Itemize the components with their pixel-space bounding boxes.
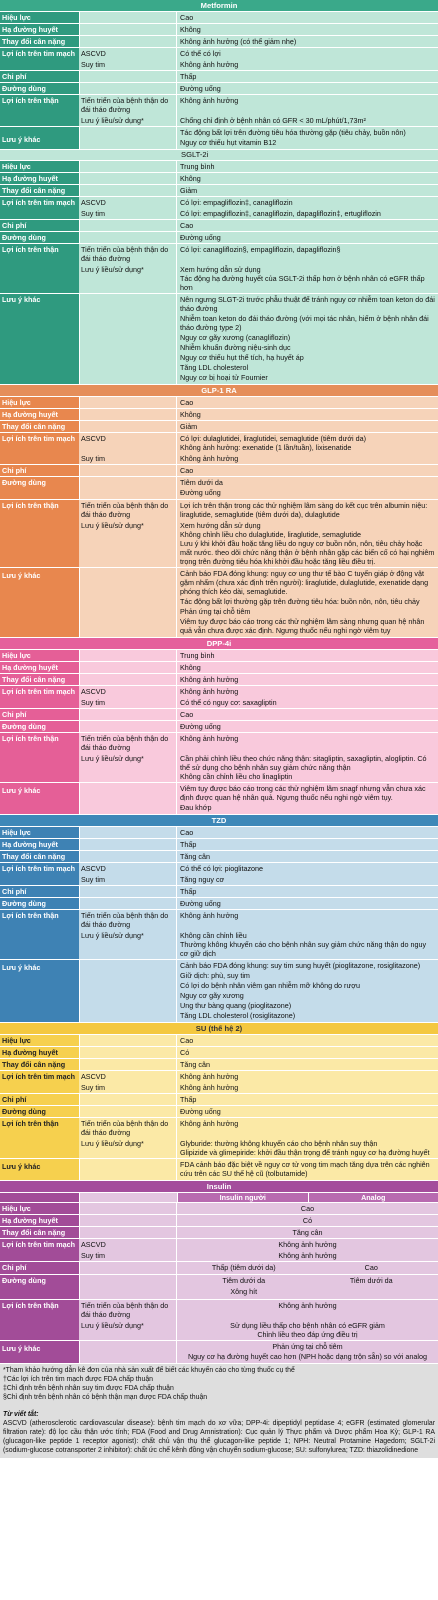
sub-label: Suy tim <box>79 208 176 219</box>
route-analog: Tiêm dưới da <box>349 1276 393 1285</box>
row-label: Chi phí <box>0 886 79 897</box>
row-value: Tiêm dưới da <box>180 478 223 487</box>
row-value: Có <box>176 1215 438 1226</box>
sub-label: Tiến triển của bệnh thận do đái tháo đường <box>79 244 176 264</box>
row-value: Cao <box>176 709 438 720</box>
sub-value: Không ảnh hưởng <box>176 910 438 930</box>
row-label: Hiệu lực <box>0 650 79 661</box>
row-value: Đường uống <box>176 1106 438 1117</box>
row-value: Giảm <box>176 421 438 432</box>
sub-label: Tiến triển của bệnh thận do đái tháo đường <box>79 733 176 753</box>
sub-value: Tác động hạ đường huyết của SGLT-2i thấp hơn ở bệnh nhân có eGFR thấp hơn <box>180 274 425 292</box>
sub-label: Suy tim <box>79 1250 176 1261</box>
sub-value: Không ảnh hưởng <box>176 453 438 464</box>
row-label: Lợi ích trên tim mạch <box>0 48 79 70</box>
footnote: *Tham khảo hướng dẫn kê đơn của nhà sản xuất để biết các khuyến cáo cho từng thuốc cụ thể <box>3 1367 295 1374</box>
sub-label: ASCVD <box>79 48 176 59</box>
sub-value: Không ảnh hưởng <box>176 1082 438 1093</box>
row-value: Đường uống <box>176 721 438 732</box>
row-efficacy <box>0 650 438 662</box>
sub-label: Tiến triển của bệnh thận do đái tháo đường <box>79 95 176 115</box>
section-title: Insulin <box>0 1181 438 1193</box>
row-label: Chi phí <box>0 71 79 82</box>
note-item: Nguy cơ bị hoại tử Fournier <box>180 373 268 382</box>
row-route <box>0 232 438 244</box>
row-label: Hạ đường huyết <box>0 173 79 184</box>
row-label: Lợi ích trên tim mạch <box>0 1071 79 1093</box>
row-hypoglycemia <box>0 839 438 851</box>
section-insulin <box>0 1181 438 1364</box>
cost-human: Thấp (tiêm dưới da) <box>211 1263 276 1272</box>
sub-value: Không ảnh hưởng <box>176 59 438 70</box>
note-item: Tác động bất lợi thường gặp trên đường tiêu hóa: buồn nôn, nôn, tiêu chảy <box>180 597 420 606</box>
row-cost <box>0 220 438 232</box>
row-renal <box>0 733 438 783</box>
col-insulin-human: Insulin người <box>177 1193 308 1202</box>
sub-value: Lợi ích trên thận trong các thử nghiệm lâm sàng do kết cục trên albumin niệu: liraglutide, semaglutide (tiêm dưới da), dulaglutide <box>176 500 438 520</box>
subsection-title: SGLT-2i <box>0 150 438 161</box>
footnotes <box>0 1364 438 1458</box>
sub-value: Xem hướng dẫn sử dụng <box>180 265 261 274</box>
row-cost <box>0 1262 438 1275</box>
row-weight <box>0 36 438 48</box>
row-efficacy <box>0 1035 438 1047</box>
footnote: §Chỉ định trên bệnh nhân có bệnh thận mạn được FDA chấp thuận <box>3 1393 208 1401</box>
sub-value: Không ảnh hưởng <box>176 1300 438 1320</box>
sub-label: Lưu ý liều/sử dụng* <box>79 520 176 567</box>
row-cost <box>0 465 438 477</box>
sub-label: Lưu ý liều/sử dụng* <box>79 1138 176 1158</box>
row-cost <box>0 1094 438 1106</box>
row-route <box>0 1275 438 1300</box>
route-human: Tiêm dưới da <box>222 1276 266 1285</box>
cost-analog: Cao <box>364 1263 378 1272</box>
section-title: GLP-1 RA <box>0 385 438 397</box>
sub-value: Có lợi: canagliflozin§, empagliflozin, dapagliflozin§ <box>176 244 438 264</box>
sub-value: Không ảnh hưởng: exenatide (1 lần/tuần), lixisenatide <box>180 443 352 452</box>
sub-value: Không ảnh hưởng <box>176 1239 438 1250</box>
row-value: Cao <box>176 397 438 408</box>
row-value: Không <box>176 409 438 420</box>
row-label: Lưu ý khác <box>0 960 79 1022</box>
section-tzd <box>0 815 438 1023</box>
note-item: Viêm tụy được báo cáo trong các thử nghiệm lâm sàng nhưng quan hệ nhân quả vẫn chưa được xác định. Ngưng thuốc nếu nghi ngờ viêm tụy <box>180 617 425 635</box>
row-renal <box>0 500 438 568</box>
note-item: Phản ứng tại chỗ tiêm <box>180 607 251 616</box>
section-dpp4 <box>0 638 438 815</box>
row-label: Thay đổi cân nặng <box>0 421 79 432</box>
row-cost <box>0 71 438 83</box>
row-value: Không <box>176 24 438 35</box>
insulin-column-header <box>0 1193 438 1203</box>
row-label: Đường dùng <box>0 232 79 243</box>
row-label: Chi phí <box>0 1094 79 1105</box>
row-route <box>0 1106 438 1118</box>
row-other <box>0 568 438 638</box>
sub-label: Suy tim <box>79 59 176 70</box>
row-label: Lợi ích trên tim mạch <box>0 197 79 219</box>
note-item: Cảnh báo FDA đóng khung: suy tim sung huyết (pioglitazone, rosiglitazone) <box>180 961 421 970</box>
row-label: Thay đổi cân nặng <box>0 1227 79 1238</box>
row-label: Thay đổi cân nặng <box>0 185 79 196</box>
row-route <box>0 83 438 95</box>
note-item: Có lợi do bệnh nhân viêm gan nhiễm mỡ không do rượu <box>180 981 360 990</box>
row-label: Chi phí <box>0 465 79 476</box>
row-efficacy <box>0 12 438 24</box>
note-item: Nguy cơ thiếu hụt vitamin B12 <box>180 138 277 147</box>
row-cardio <box>0 863 438 886</box>
row-label: Chi phí <box>0 709 79 720</box>
sub-value: Không ảnh hưởng <box>176 1250 438 1261</box>
row-label: Lợi ích trên thận <box>0 244 79 293</box>
row-value: Giảm <box>176 185 438 196</box>
sub-value: Không cần chỉnh liều cho linagliptin <box>180 772 293 781</box>
sub-label: Tiến triển của bệnh thận do đái tháo đường <box>79 1300 176 1320</box>
row-label: Hạ đường huyết <box>0 24 79 35</box>
sub-value: Lưu ý khi khởi đầu hoặc tăng liều do nguy cơ buồn nôn, nôn, tiêu chảy hoặc mất nước. theo dõi chức năng thận ở bệnh nhân gặp các biến cố có hại nghiêm trọng trên đường tiêu hóa khi khởi đầu hoặc tăng liều điều trị. <box>180 539 435 566</box>
row-label: Lợi ích trên thận <box>0 95 79 126</box>
row-weight <box>0 1227 438 1239</box>
row-label: Hiệu lực <box>0 161 79 172</box>
row-value: Không <box>176 173 438 184</box>
row-label: Lưu ý khác <box>0 127 79 149</box>
abbreviations <box>3 1411 435 1456</box>
row-label: Thay đổi cân nặng <box>0 674 79 685</box>
row-route <box>0 477 438 500</box>
row-renal <box>0 95 438 127</box>
row-other <box>0 127 438 150</box>
sub-label: Tiến triển của bệnh thận do đái tháo đường <box>79 500 176 520</box>
note-item: Nguy cơ thiếu hụt thể tích, hạ huyết áp <box>180 353 304 362</box>
row-label: Đường dùng <box>0 1275 79 1299</box>
row-hypoglycemia <box>0 1215 438 1227</box>
row-label: Lưu ý khác <box>0 783 79 814</box>
abbreviations-title: Từ viết tắt: <box>3 1410 39 1418</box>
sub-value: Cần phải chỉnh liều theo chức năng thận: sitagliptin, saxagliptin, alogliptin. Có thể sử dụng cho bệnh nhân suy giảm chức năng thận <box>180 754 427 772</box>
sub-label: ASCVD <box>79 1071 176 1082</box>
row-hypoglycemia <box>0 662 438 674</box>
row-route <box>0 898 438 910</box>
sub-value: Không cần chỉnh liều <box>180 931 247 940</box>
row-value: Thấp <box>176 71 438 82</box>
note-item: FDA cảnh báo đặc biệt về nguy cơ tử vong tim mạch tăng dựa trên các nghiên cứu trên các SU thế hệ cũ (tolbutamide) <box>180 1160 430 1178</box>
sub-label: Lưu ý liều/sử dụng* <box>79 264 176 293</box>
row-value: Thấp <box>176 886 438 897</box>
row-cardio <box>0 686 438 709</box>
row-cardio <box>0 1071 438 1094</box>
row-cardio <box>0 433 438 465</box>
row-renal <box>0 910 438 960</box>
row-value: Thấp <box>176 839 438 850</box>
section-title: TZD <box>0 815 438 827</box>
row-label: Hạ đường huyết <box>0 839 79 850</box>
sub-label: Suy tim <box>79 697 176 708</box>
row-value: Có <box>176 1047 438 1058</box>
sub-value: Chỉnh liều theo đáp ứng điều trị <box>257 1330 358 1339</box>
sub-label: Suy tim <box>79 453 176 464</box>
note-item: Nguy cơ gãy xương (canagliflozin) <box>180 333 291 342</box>
row-label: Hiệu lực <box>0 397 79 408</box>
section-title: SU (thế hệ 2) <box>0 1023 438 1035</box>
sub-value: Không ảnh hưởng <box>176 686 438 697</box>
row-value: Tăng cân <box>176 1059 438 1070</box>
sub-label: Lưu ý liều/sử dụng* <box>79 1320 176 1340</box>
sub-label: Suy tim <box>79 874 176 885</box>
note-item: Tăng LDL cholesterol (rosiglitazone) <box>180 1011 296 1020</box>
sub-value: Không ảnh hưởng <box>176 733 438 753</box>
row-value: Cao <box>176 827 438 838</box>
row-hypoglycemia <box>0 24 438 36</box>
sub-value: Không ảnh hưởng <box>176 1071 438 1082</box>
row-cardio <box>0 48 438 71</box>
section-title: Metformin <box>0 0 438 12</box>
row-other <box>0 1159 438 1181</box>
sub-label: ASCVD <box>79 686 176 697</box>
row-label: Đường dùng <box>0 898 79 909</box>
row-label: Hạ đường huyết <box>0 1047 79 1058</box>
sub-value: Không ảnh hưởng <box>176 95 438 115</box>
row-label: Chi phí <box>0 220 79 231</box>
row-label: Lợi ích trên thận <box>0 1118 79 1158</box>
row-other <box>0 783 438 815</box>
row-value: Trung bình <box>176 650 438 661</box>
row-cardio <box>0 197 438 220</box>
row-value: Không <box>176 662 438 673</box>
sub-value: Thường không khuyến cáo cho bệnh nhân suy giảm chức năng thận do nguy cơ giữ dịch <box>180 940 427 958</box>
sub-value: Không ảnh hưởng <box>176 1118 438 1138</box>
row-label: Hiệu lực <box>0 1203 79 1214</box>
row-value: Cao <box>176 1203 438 1214</box>
row-value: Tăng cân <box>176 1227 438 1238</box>
row-other <box>0 1341 438 1364</box>
row-label: Đường dùng <box>0 83 79 94</box>
section-metformin <box>0 0 438 385</box>
row-value: Đường uống <box>176 232 438 243</box>
row-cardio <box>0 1239 438 1262</box>
sub-value: Chống chỉ định ở bệnh nhân có GFR < 30 mL/phút/1,73m² <box>176 115 438 126</box>
row-value: Trung bình <box>176 161 438 172</box>
sub-label: Lưu ý liều/sử dụng* <box>79 930 176 959</box>
row-efficacy <box>0 397 438 409</box>
sub-label: ASCVD <box>79 197 176 208</box>
sub-value: Glyburide: thường không khuyến cáo cho bệnh nhân suy thận <box>180 1139 378 1148</box>
row-label: Lưu ý khác <box>0 1159 79 1180</box>
row-label: Đường dùng <box>0 477 79 499</box>
row-renal <box>0 1118 438 1159</box>
row-value: Đường uống <box>176 83 438 94</box>
sub-value: Không chỉnh liều cho dulaglutide, liraglutide, semaglutide <box>180 530 362 539</box>
route-human-inhaled: Xông hít <box>230 1287 258 1296</box>
note-item: Nguy cơ hạ đường huyết cao hơn (NPH hoặc dạng trộn sẵn) so với analog <box>187 1352 428 1361</box>
row-label: Thay đổi cân nặng <box>0 36 79 47</box>
row-cost <box>0 709 438 721</box>
sub-value: Có lợi: empagliflozin‡, canagliflozin, dapagliflozin‡, ertugliflozin <box>176 208 438 219</box>
row-label: Thay đổi cân nặng <box>0 1059 79 1070</box>
sub-value: Glipizide và glimepiride: khởi đầu thận trọng để tránh nguy cơ hạ đường huyết <box>180 1148 430 1157</box>
sub-label: Tiến triển của bệnh thận do đái tháo đường <box>79 910 176 930</box>
row-cost <box>0 886 438 898</box>
row-label: Lưu ý khác <box>0 568 79 637</box>
row-label: Hiệu lực <box>0 1035 79 1046</box>
row-value: Cao <box>176 220 438 231</box>
note-item: Cảnh báo FDA đóng khung: nguy cơ ung thư tế bào C tuyến giáp ở động vật gặm nhấm (chưa xác định trên người): liraglutide, dulaglutide, exenatide dạng phóng thích kéo dài, semaglutide. <box>180 569 429 596</box>
row-value: Tăng cân <box>176 851 438 862</box>
row-route <box>0 721 438 733</box>
sub-value: Có thể có nguy cơ: saxagliptin <box>176 697 438 708</box>
row-label: Chi phí <box>0 1262 79 1274</box>
section-title: DPP-4i <box>0 638 438 650</box>
row-weight <box>0 851 438 863</box>
row-weight <box>0 674 438 686</box>
row-label: Hạ đường huyết <box>0 662 79 673</box>
section-su <box>0 1023 438 1181</box>
row-label: Lợi ích trên thận <box>0 733 79 782</box>
sub-label: ASCVD <box>79 433 176 453</box>
sub-value: Có thể có lợi <box>176 48 438 59</box>
row-value: Cao <box>176 12 438 23</box>
row-value: Cao <box>176 465 438 476</box>
row-value: Đường uống <box>180 488 221 497</box>
note-item: Tăng LDL cholesterol <box>180 363 249 372</box>
row-label: Lợi ích trên thận <box>0 1300 79 1340</box>
row-weight <box>0 185 438 197</box>
row-weight <box>0 1059 438 1071</box>
note-item: Nhiễm toan keton do đái tháo đường (với mọi tác nhân, hiếm ở bệnh nhân đái tháo đường type 2) <box>180 314 429 332</box>
note-item: Đau khớp <box>180 803 212 812</box>
row-label: Lợi ích trên tim mạch <box>0 433 79 464</box>
row-weight <box>0 421 438 433</box>
note-item: Giữ dịch: phù, suy tim <box>180 971 250 980</box>
sub-label: Lưu ý liều/sử dụng* <box>79 753 176 782</box>
row-hypoglycemia <box>0 409 438 421</box>
row-efficacy <box>0 161 438 173</box>
row-label: Hạ đường huyết <box>0 1215 79 1226</box>
note-item: Nhiễm khuẩn đường niệu-sinh dục <box>180 343 291 352</box>
row-value: Không ảnh hưởng (có thể giảm nhẹ) <box>176 36 438 47</box>
row-value: Thấp <box>176 1094 438 1105</box>
row-label: Lợi ích trên tim mạch <box>0 686 79 708</box>
row-other <box>0 960 438 1023</box>
sub-label: Suy tim <box>79 1082 176 1093</box>
row-label: Lợi ích trên tim mạch <box>0 863 79 885</box>
sub-value: Tăng nguy cơ <box>176 874 438 885</box>
row-label: Hiệu lực <box>0 12 79 23</box>
note-item: Ung thư bàng quang (pioglitazone) <box>180 1001 292 1010</box>
sub-label: Tiến triển của bệnh thận do đái tháo đường <box>79 1118 176 1138</box>
row-label: Hạ đường huyết <box>0 409 79 420</box>
sub-value: Có thể có lợi: pioglitazone <box>176 863 438 874</box>
row-efficacy <box>0 827 438 839</box>
row-label: Lợi ích trên thận <box>0 910 79 959</box>
sub-value: Có lợi: empagliflozin‡, canagliflozin <box>176 197 438 208</box>
row-other <box>0 294 438 385</box>
row-value: Không ảnh hưởng <box>176 674 438 685</box>
row-label: Lợi ích trên tim mạch <box>0 1239 79 1261</box>
row-hypoglycemia <box>0 1047 438 1059</box>
sub-value: Sử dụng liều thấp cho bệnh nhân có eGFR giảm <box>230 1321 385 1330</box>
row-renal <box>0 1300 438 1341</box>
note-item: Nên ngưng SLGT-2i trước phẫu thuật để tránh nguy cơ nhiễm toan keton do đái tháo đường <box>180 295 435 313</box>
row-value: Đường uống <box>176 898 438 909</box>
footnote: †Các lợi ích trên tim mạch được FDA chấp thuận <box>3 1375 153 1383</box>
row-label: Lưu ý khác <box>0 294 79 384</box>
sub-value: Có lợi: dulaglutidei, liraglutidei, semaglutide (tiêm dưới da) <box>180 434 367 443</box>
row-label: Lưu ý khác <box>0 1341 79 1363</box>
row-value: Cao <box>176 1035 438 1046</box>
note-item: Nguy cơ gãy xương <box>180 991 244 1000</box>
abbreviations-text: ASCVD (atherosclerotic cardiovascular disease): bệnh tim mạch do xơ vữa; DPP-4i: dipeptidyl peptidase 4; eGFR (estimated glomerular filtration rate): độ lọc cầu thận ước tính; FDA (Food and Drug Amnistration): Cục quản lý Thực phẩm và Dược phẩm Hoa Kỳ; GLP-1 RA (glucagon-like peptide 1 receptor agonist): chất chủ vận thụ thể glucagon-like peptide 1; NPH: Neutral Protamine Hagedorn; SGLT-2i (sodium-glucose cotransporter 2 inhibitor): chất ức chế kênh đồng vận chuyển sodium-glucose; SU: sulfonylurea; TZD: thiazolidinedione <box>3 1419 435 1454</box>
note-item: Tác động bất lợi trên đường tiêu hóa thường gặp (tiêu chảy, buồn nôn) <box>180 128 406 137</box>
sub-value: Xem hướng dẫn sử dụng <box>180 521 261 530</box>
row-label: Đường dùng <box>0 1106 79 1117</box>
row-label: Hiệu lực <box>0 827 79 838</box>
row-label: Đường dùng <box>0 721 79 732</box>
note-item: Viêm tụy được báo cáo trong các thử nghiệm lâm snagf nhưng vẫn chưa xác định được quan hệ nhân quả. Ngưng thuốc nếu nghi ngờ viêm tụy. <box>180 784 426 802</box>
row-label: Thay đổi cân nặng <box>0 851 79 862</box>
note-item: Phản ứng tại chỗ tiêm <box>272 1342 343 1351</box>
row-hypoglycemia <box>0 173 438 185</box>
row-renal <box>0 244 438 294</box>
row-label: Lợi ích trên thận <box>0 500 79 567</box>
sub-label: ASCVD <box>79 1239 176 1250</box>
sub-label: Lưu ý liều/sử dụng* <box>79 115 176 126</box>
section-glp1 <box>0 385 438 638</box>
col-insulin-analog: Analog <box>308 1193 438 1202</box>
row-efficacy <box>0 1203 438 1215</box>
sub-label: ASCVD <box>79 863 176 874</box>
footnote: ‡Chỉ định trên bệnh nhân suy tim được FDA chấp thuận <box>3 1384 174 1392</box>
